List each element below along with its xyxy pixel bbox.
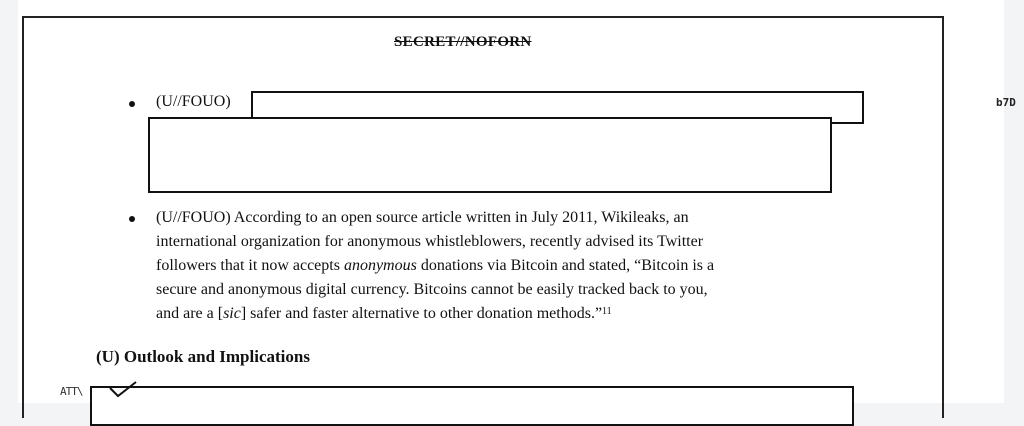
paragraph-line: and are a [sic] safer and faster alternative to other donation methods.”$^{11}$ bbox=[156, 305, 612, 322]
emphasis-text: anonymous bbox=[343, 257, 417, 274]
classification-banner: SECRET//NOFORN bbox=[394, 34, 532, 50]
handwritten-check-icon bbox=[108, 382, 140, 404]
paragraph-line: international organization for anonymous whistleblowers, recently advised its Twitter bbox=[156, 233, 704, 250]
emphasis-text: sic bbox=[223, 305, 241, 322]
bullet-2-paragraph bbox=[156, 206, 856, 326]
margin-annotation: ATT\ bbox=[60, 385, 83, 398]
exemption-code: b7D bbox=[996, 96, 1016, 109]
paragraph-line: (U//FOUO) According to an open source article written in July 2011, Wikileaks, an bbox=[156, 209, 689, 226]
redaction-box bbox=[148, 117, 832, 193]
bullet-marker bbox=[129, 101, 135, 107]
paragraph-line: followers that it now accepts anonymous donations via Bitcoin and stated, “Bitcoin is a bbox=[156, 257, 715, 274]
bullet-marker bbox=[129, 216, 135, 222]
paragraph-line: secure and anonymous digital currency. Bitcoins cannot be easily tracked back to you, bbox=[156, 281, 708, 298]
footnote-reference: 11 bbox=[602, 306, 612, 317]
document-page bbox=[18, 0, 1016, 403]
redaction-box bbox=[90, 386, 854, 426]
bullet-1-marking: (U//FOUO) bbox=[156, 93, 231, 110]
section-heading: (U) Outlook and Implications bbox=[96, 347, 310, 366]
